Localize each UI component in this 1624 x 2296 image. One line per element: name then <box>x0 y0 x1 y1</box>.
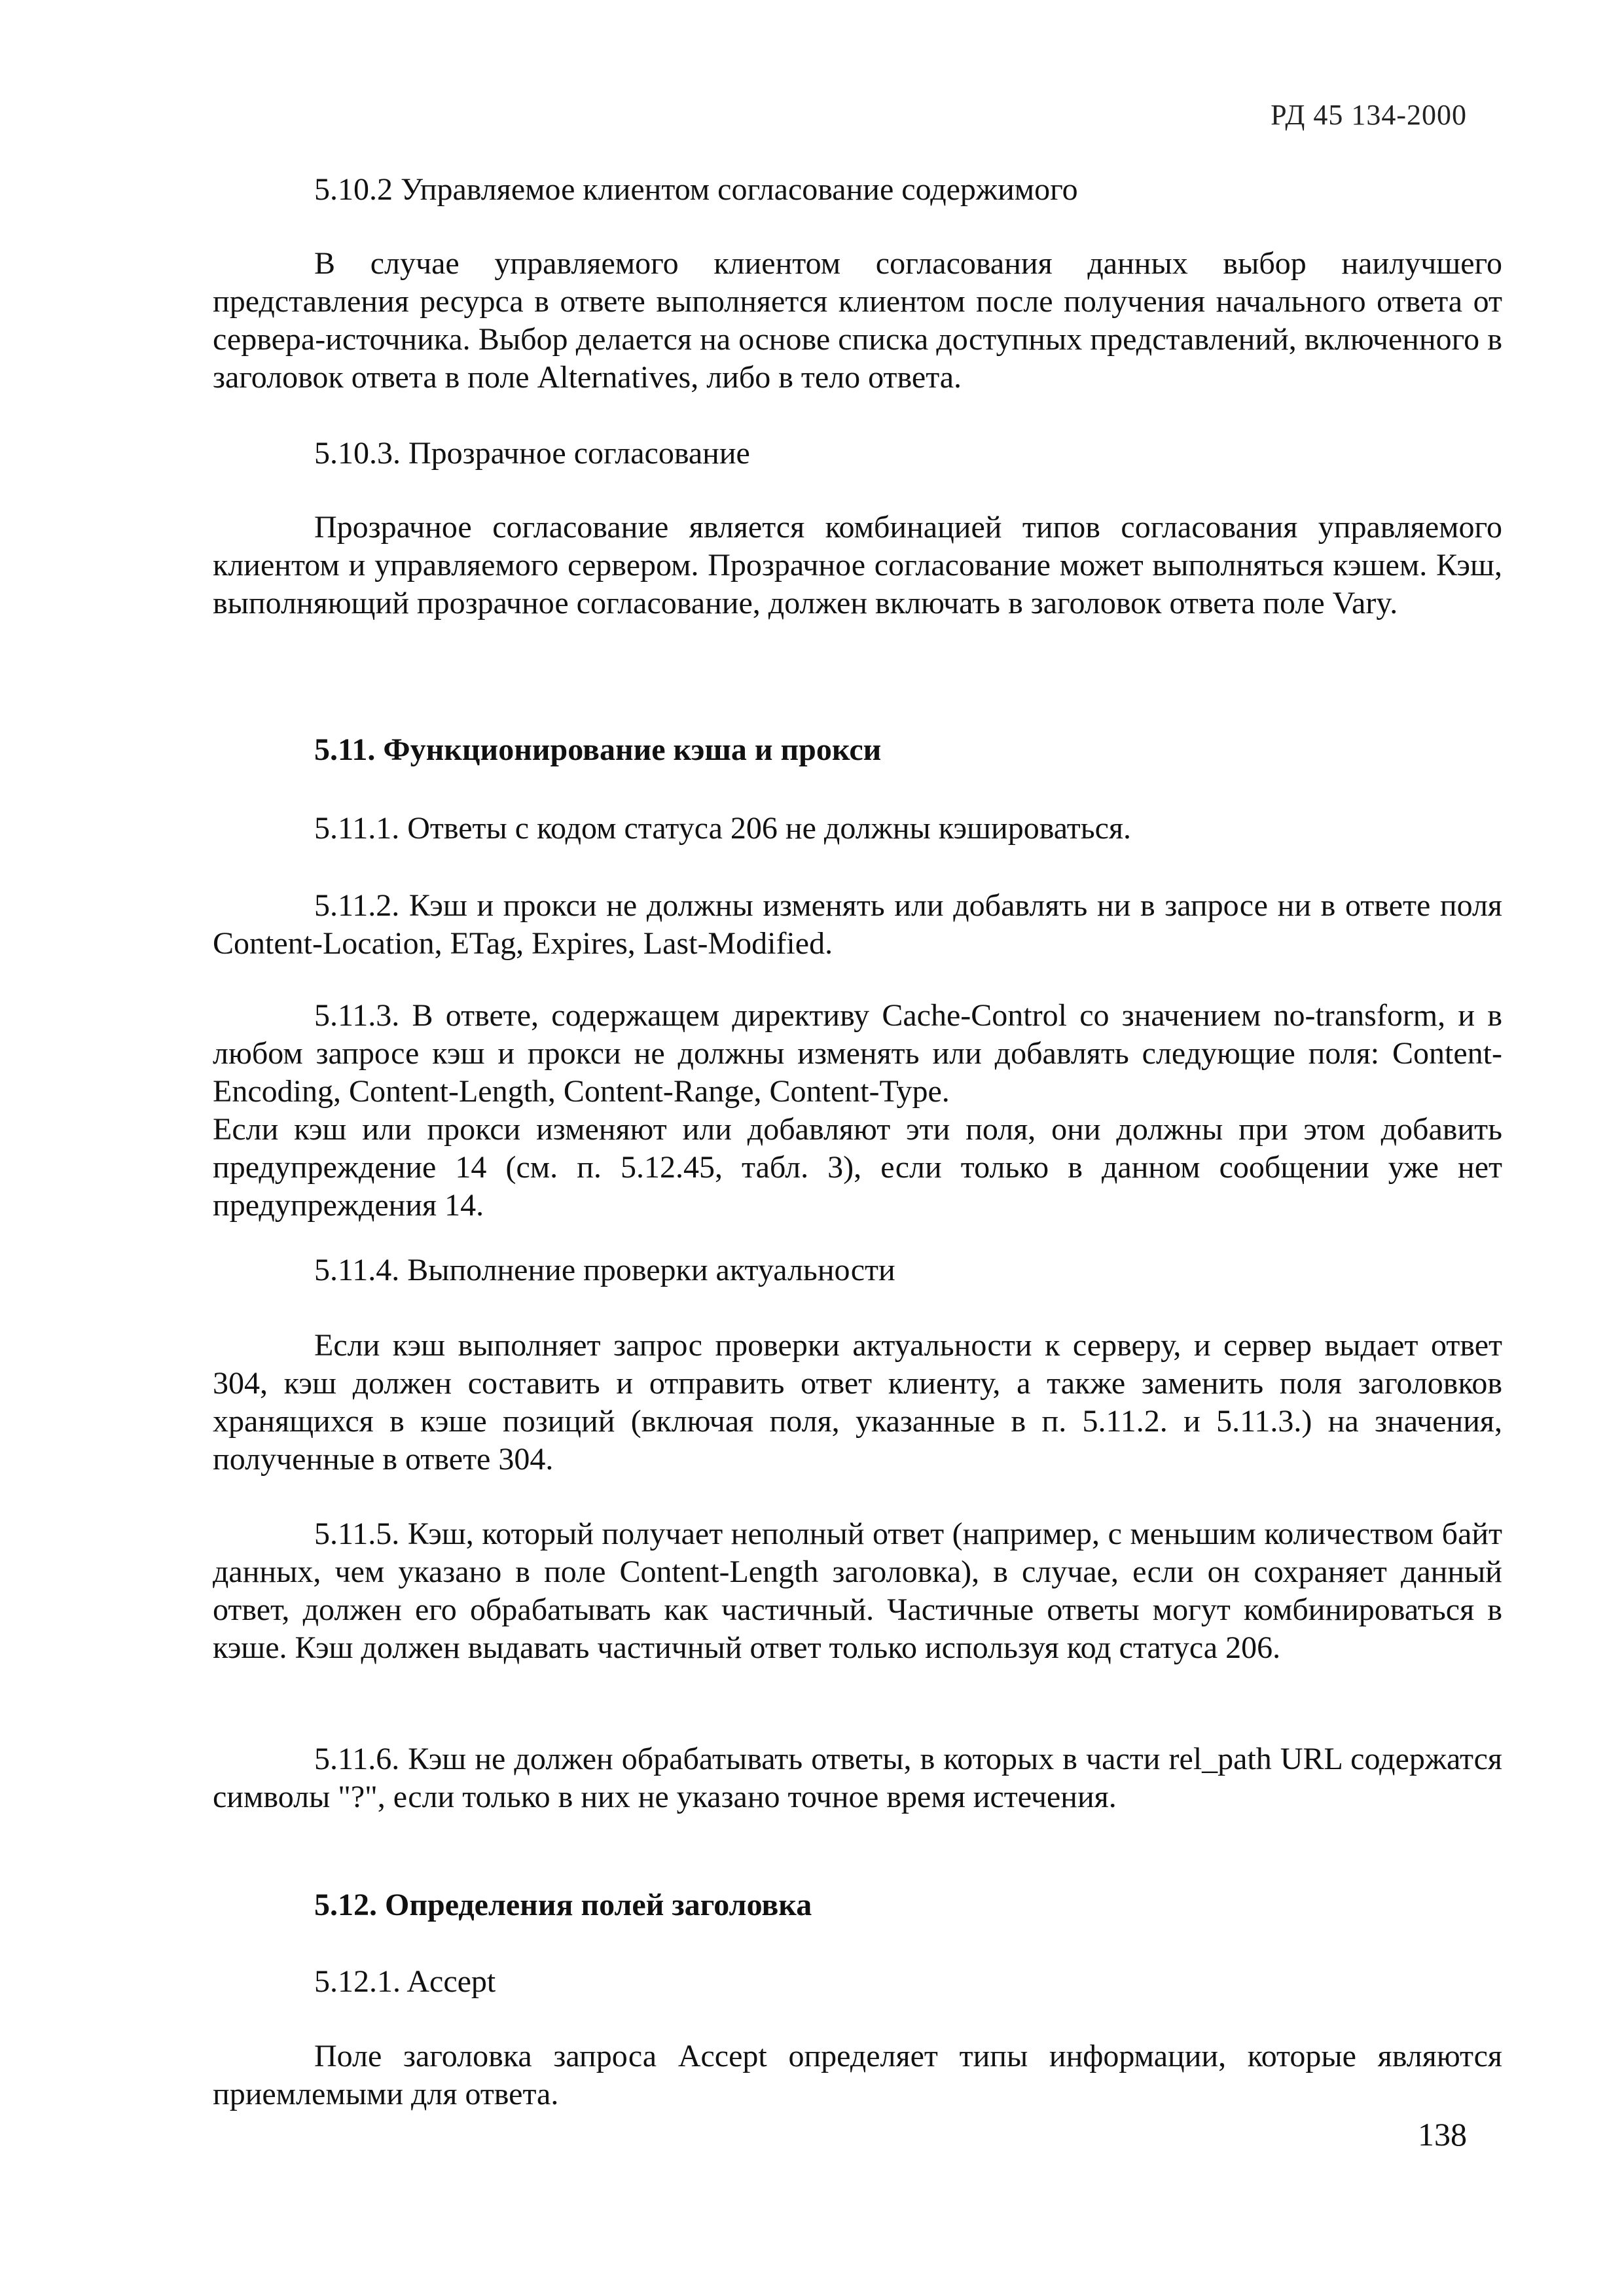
paragraph-5-11-2: 5.11.2. Кэш и прокси не должны изменять или добавлять ни в запросе ни в ответе поля Content-Location, ETag, Expires, Last-Modified. <box>213 888 1502 961</box>
section-heading-5-11: 5.11. Функционирование кэша и прокси <box>314 732 882 767</box>
heading-5-12-1: 5.12.1. Accept <box>314 1964 496 1999</box>
paragraph-5-11-3-cont: Если кэш или прокси изменяют или добавляют эти поля, они должны при этом добавить предупреждение 14 (см. п. 5.12.45, табл. 3), если только в данном сообщении уже нет предупреждения 14. <box>213 1112 1502 1223</box>
section-heading-5-12: 5.12. Определения полей заголовка <box>314 1888 812 1922</box>
paragraph-5-11-5: 5.11.5. Кэш, который получает неполный ответ (например, с меньшим количеством байт данных, чем указано в поле Content-Length заголовка), в случае, если он сохраняет данный ответ, должен его обрабатывать как частичный. Частичные ответы могут комбинироваться в кэше. Кэш должен выдавать частичный ответ только используя код статуса 206. <box>213 1516 1502 1665</box>
paragraph-5-11-4: Если кэш выполняет запрос проверки актуальности к серверу, и сервер выдает ответ 304, кэш должен составить и отправить ответ клиенту, а также заменить поля заголовков хранящихся в кэше позиций (включая поля, указанные в п. 5.11.2. и 5.11.3.) на значения, полученные в ответе 304. <box>213 1328 1502 1477</box>
paragraph-5-10-3: Прозрачное согласование является комбинацией типов согласования управляемого клиентом и управляемого сервером. Прозрачное согласование может выполняться кэшем. Кэш, выполняющий прозрачное согласование, должен включать в заголовок ответа поле Vary. <box>213 510 1502 620</box>
heading-5-11-4: 5.11.4. Выполнение проверки актуальности <box>314 1253 895 1287</box>
document-code: РД 45 134-2000 <box>1271 99 1467 131</box>
paragraph-5-12-1: Поле заголовка запроса Accept определяет типы информации, которые являются приемлемыми для ответа. <box>213 2039 1502 2111</box>
paragraph-5-10-2: В случае управляемого клиентом согласования данных выбор наилучшего представления ресурса в ответе выполняется клиентом после получения начального ответа от сервера-источника. Выбор делается на основе списка доступных представлений, включенного в заголовок ответа в поле Alternatives, либо в тело ответа. <box>213 246 1502 395</box>
heading-5-10-3: 5.10.3. Прозрачное согласование <box>314 436 750 471</box>
paragraph-5-11-1: 5.11.1. Ответы с кодом статуса 206 не должны кэшироваться. <box>314 811 1132 846</box>
page-number: 138 <box>1418 2116 1467 2153</box>
paragraph-5-11-6: 5.11.6. Кэш не должен обрабатывать ответы, в которых в части rel_path URL содержатся символы "?", если только в них не указано точное время истечения. <box>213 1742 1502 1814</box>
paragraph-5-11-3: 5.11.3. В ответе, содержащем директиву Cache-Control со значением no-transform, и в любом запросе кэш и прокси не должны изменять или добавлять следующие поля: Content-Encoding, Content-Length, Content-Range, Content-Type. <box>213 998 1502 1109</box>
heading-5-10-2: 5.10.2 Управляемое клиентом согласование содержимого <box>314 172 1078 207</box>
